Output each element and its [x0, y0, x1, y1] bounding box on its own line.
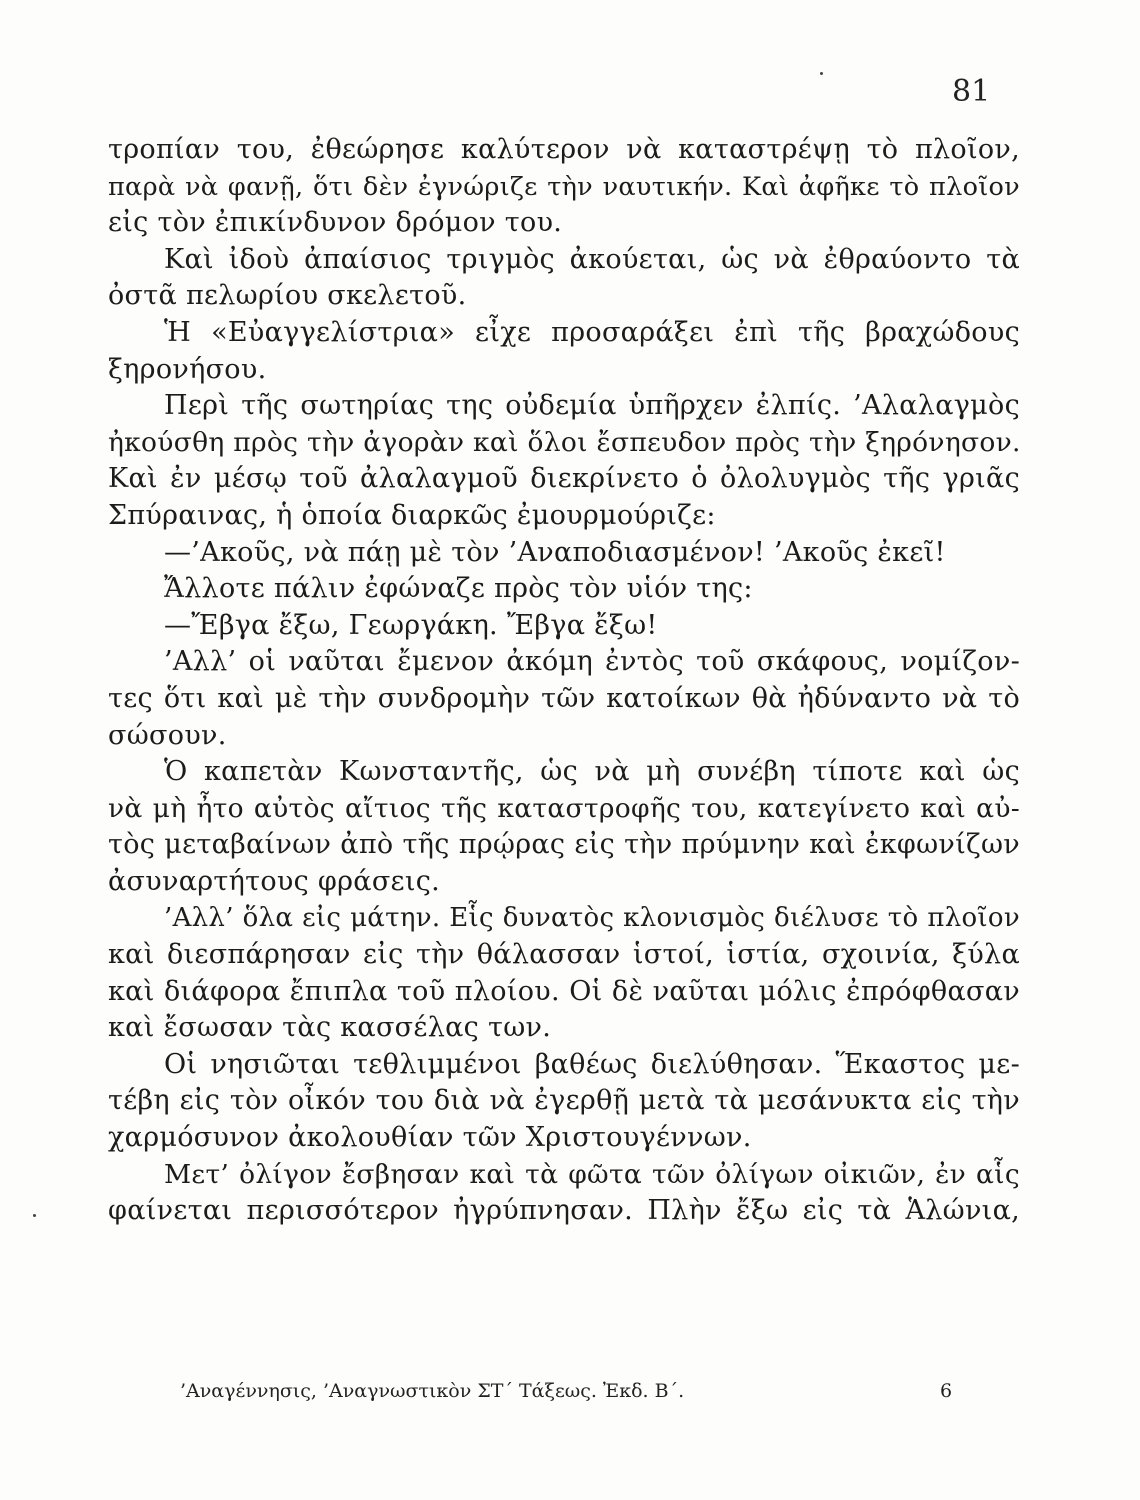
text-line: ’Αλλ’ οἱ ναῦται ἔμενον ἀκόμη ἐντὸς τοῦ σκάφους, νομίζον-	[164, 646, 1020, 678]
text-line: Ἡ «Εὐαγγελίστρια» εἶχε προσαράξει ἐπὶ τῆς βραχώδους	[164, 316, 1020, 348]
paper-speck-icon	[820, 72, 823, 75]
footer-imprint: ’Αναγέννησις, ’Αναγνωστικὸν ΣΤ΄ Τάξεως. Ἐκδ. Β΄.	[180, 1380, 685, 1402]
text-line: —’Ακοῦς, νὰ πάῃ μὲ τὸν ’Αναποδιασμένον! ’Ακοῦς ἐκεῖ!	[164, 536, 946, 568]
body-text	[108, 132, 1020, 1230]
text-line: Ὁ καπετὰν Κωνσταντῆς, ὡς νὰ μὴ συνέβη τίποτε καὶ ὡς	[164, 756, 1020, 788]
text-line: τέβη εἰς τὸν οἶκόν του διὰ νὰ ἐγερθῇ μετὰ τὰ μεσάνυκτα εἰς τὴν	[108, 1085, 1020, 1117]
text-line: καὶ ἔσωσαν τὰς κασσέλας των.	[108, 1012, 552, 1044]
text-line: εἰς τὸν ἐπικίνδυνον δρόμον του.	[108, 207, 563, 239]
page-number: 81	[952, 74, 991, 109]
text-line: Μετ’ ὀλίγον ἔσβησαν καὶ τὰ φῶτα τῶν ὀλίγων οἰκιῶν, ἐν αἷς	[164, 1158, 1020, 1190]
text-line: ξηρονήσου.	[108, 353, 267, 385]
text-line: ’Αλλ’ ὅλα εἰς μάτην. Εἷς δυνατὸς κλονισμὸς διέλυσε τὸ πλοῖον	[164, 903, 1020, 934]
text-line: Σπύραινας, ἡ ὁποία διαρκῶς ἐμουρμούριζε:	[108, 499, 716, 531]
text-line: Καὶ ἰδοὺ ἀπαίσιος τριγμὸς ἀκούεται, ὡς νὰ ἐθραύοντο τὰ	[164, 243, 1020, 275]
text-line: χαρμόσυνον ἀκολουθίαν τῶν Χριστουγέννων.	[108, 1122, 752, 1154]
text-line: νὰ μὴ ἦτο αὐτὸς αἴτιος τῆς καταστροφῆς του, κατεγίνετο καὶ αὐ-	[108, 792, 1020, 824]
text-line: ἀσυναρτήτους φράσεις.	[108, 865, 441, 897]
text-line: τροπίαν του, ἐθεώρησε καλύτερον νὰ καταστρέψῃ τὸ πλοῖον,	[108, 134, 1020, 165]
text-line: Καὶ ἐν μέσῳ τοῦ ἀλαλαγμοῦ διεκρίνετο ὁ ὀλολυγμὸς τῆς γριᾶς	[108, 463, 1020, 495]
text-line: ὀστᾶ πελωρίου σκελετοῦ.	[108, 280, 467, 312]
footer-signature-mark: 6	[940, 1380, 953, 1402]
text-line: Οἱ νησιῶται τεθλιμμένοι βαθέως διελύθησαν. Ἕκαστος με-	[164, 1048, 1020, 1080]
paper-speck-icon	[33, 1214, 36, 1217]
text-line: τὸς μεταβαίνων ἀπὸ τῆς πρῴρας εἰς τὴν πρύμνην καὶ ἐκφωνίζων	[108, 829, 1020, 861]
text-line: Ἄλλοτε πάλιν ἐφώναζε πρὸς τὸν υἱόν της:	[164, 573, 753, 605]
text-line: —Ἔβγα ἔξω, Γεωργάκη. Ἔβγα ἔξω!	[164, 609, 658, 641]
text-line: ἠκούσθη πρὸς τὴν ἀγορὰν καὶ ὅλοι ἔσπευδον πρὸς τὴν ξηρόνησον.	[108, 426, 1021, 458]
text-line: καὶ διάφορα ἔπιπλα τοῦ πλοίου. Οἱ δὲ ναῦται μόλις ἐπρόφθασαν	[108, 975, 1020, 1007]
text-line: Περὶ τῆς σωτηρίας της οὐδεμία ὑπῆρχεν ἐλπίς. ’Αλαλαγμὸς	[164, 390, 1020, 422]
text-line: παρὰ νὰ φανῇ, ὅτι δὲν ἐγνώριζε τὴν ναυτικήν. Καὶ ἀφῆκε τὸ πλοῖον	[108, 171, 1020, 202]
text-line: τες ὅτι καὶ μὲ τὴν συνδρομὴν τῶν κατοίκων θὰ ἠδύναντο νὰ τὸ	[108, 682, 1020, 714]
text-line: καὶ διεσπάρησαν εἰς τὴν θάλασσαν ἱστοί, ἱστία, σχοινία, ξύλα	[108, 939, 1020, 971]
text-line: φαίνεται περισσότερον ἠγρύπνησαν. Πλὴν ἔξω εἰς τὰ Ἁλώνια,	[108, 1195, 1020, 1227]
text-line: σώσουν.	[108, 719, 227, 751]
